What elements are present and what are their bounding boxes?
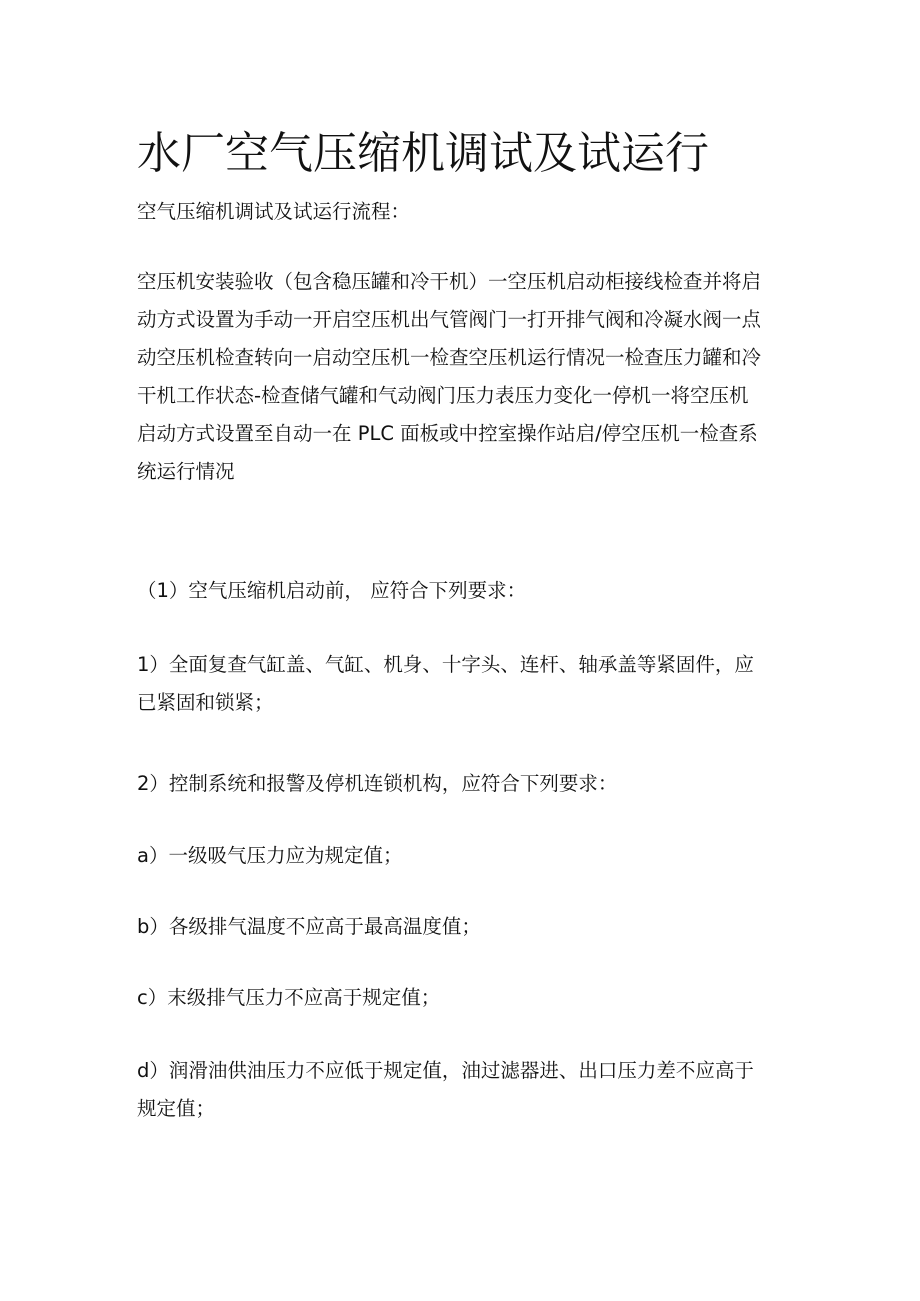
flow-line: 动方式设置为手动一开启空压机出气管阀门一打开排气阀和冷凝水阀一点 <box>137 308 762 331</box>
flow-line: 启动方式设置至自动一在 PLC 面板或中控室操作站启/停空压机一检查系 <box>137 422 758 445</box>
flow-line: 统运行情况 <box>137 460 235 483</box>
item-1-line: 1）全面复查气缸盖、气缸、机身、十字头、连杆、轴承盖等紧固件，应 <box>137 653 754 676</box>
flow-paragraph <box>137 263 797 491</box>
flow-line: 干机工作状态-检查储气罐和气动阀门压力表压力变化一停机一将空压机 <box>137 384 749 407</box>
item-b: b）各级排气温度不应高于最高温度值； <box>137 915 481 938</box>
item-d-paragraph <box>137 1052 797 1128</box>
item-1-paragraph <box>137 646 797 722</box>
flow-line: 空压机安装验收（包含稳压罐和冷干机）一空压机启动柜接线检查并将启 <box>137 270 762 293</box>
item-1-line: 已紧固和锁紧； <box>137 691 274 714</box>
item-a: a）一级吸气压力应为规定值； <box>137 844 403 867</box>
document-title: 水厂空气压缩机调试及试运行 <box>137 128 709 179</box>
flow-heading: 空气压缩机调试及试运行流程： <box>137 200 411 223</box>
item-2: 2）控制系统和报警及停机连锁机构，应符合下列要求： <box>137 772 618 795</box>
section-1-heading: （1）空气压缩机启动前， 应符合下列要求： <box>137 579 527 602</box>
item-c: c）末级排气压力不应高于规定值； <box>137 986 441 1009</box>
item-d-line: d）润滑油供油压力不应低于规定值，油过滤器进、出口压力差不应高于 <box>137 1059 754 1082</box>
flow-line: 动空压机检查转向一启动空压机一检查空压机运行情况一检查压力罐和冷 <box>137 346 762 369</box>
item-d-line: 规定值； <box>137 1097 216 1120</box>
